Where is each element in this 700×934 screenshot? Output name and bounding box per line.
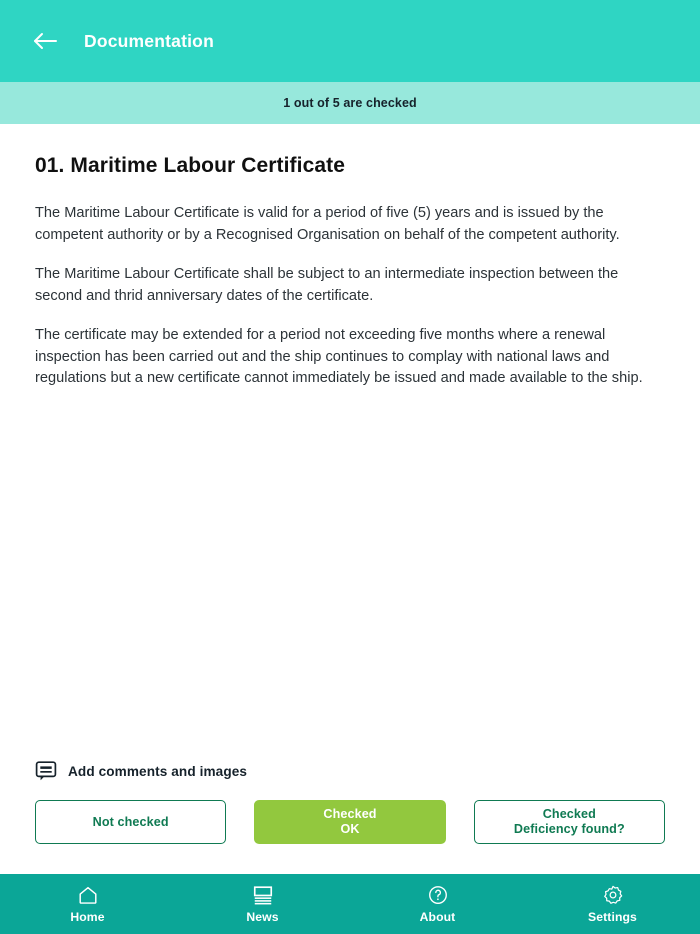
checked-deficiency-label-line2: Deficiency found? — [513, 822, 625, 836]
nav-label-about: About — [419, 910, 456, 924]
nav-item-settings[interactable] — [525, 874, 700, 934]
checked-deficiency-button[interactable] — [474, 800, 665, 844]
checked-deficiency-label-line1: Checked — [542, 807, 596, 821]
page-title: Documentation — [84, 30, 214, 51]
nav-label-settings: Settings — [588, 910, 637, 924]
actions-area — [0, 760, 700, 874]
document-paragraph: The certificate may be extended for a period not exceeding five months where a renewal inspection has been carried out and the ship continues to complay with national laws and regulations but a new certificate cannot immediately be issued and made available to the ship. — [35, 327, 643, 386]
checked-ok-label-line1: Checked — [323, 807, 377, 821]
not-checked-button[interactable] — [35, 800, 226, 844]
progress-status-text: 1 out of 5 are checked — [283, 96, 417, 110]
arrow-left-icon — [32, 31, 58, 51]
back-button[interactable] — [28, 24, 62, 58]
question-circle-icon — [427, 884, 449, 906]
document-content — [0, 124, 700, 760]
add-comments-button[interactable] — [35, 760, 247, 782]
status-button-group — [35, 800, 665, 844]
document-paragraph: The Maritime Labour Certificate shall be subject to an intermediate inspection between the second and thrid anniversary dates of the certificate. — [35, 266, 619, 304]
nav-label-home: Home — [70, 910, 105, 924]
app-header — [0, 0, 700, 82]
add-comments-label: Add comments and images — [68, 763, 248, 779]
gear-icon — [602, 884, 624, 906]
nav-item-news[interactable] — [175, 874, 350, 934]
nav-label-news: News — [246, 910, 279, 924]
checked-ok-button[interactable] — [254, 800, 445, 844]
document-paragraph: The Maritime Labour Certificate is valid for a period of five (5) years and is issued by the competent authority or by a Recognised Organisation on behalf of the competent authority. — [35, 205, 620, 243]
nav-item-home[interactable] — [0, 874, 175, 934]
checked-ok-label-line2: OK — [340, 822, 360, 836]
not-checked-label: Not checked — [92, 814, 169, 829]
nav-item-about[interactable] — [350, 874, 525, 934]
document-title: 01. Maritime Labour Certificate — [35, 154, 346, 177]
bottom-navigation — [0, 874, 700, 934]
home-icon — [77, 884, 99, 906]
newspaper-icon — [252, 884, 274, 906]
comment-bubble-icon — [35, 760, 57, 782]
progress-band — [0, 82, 700, 124]
